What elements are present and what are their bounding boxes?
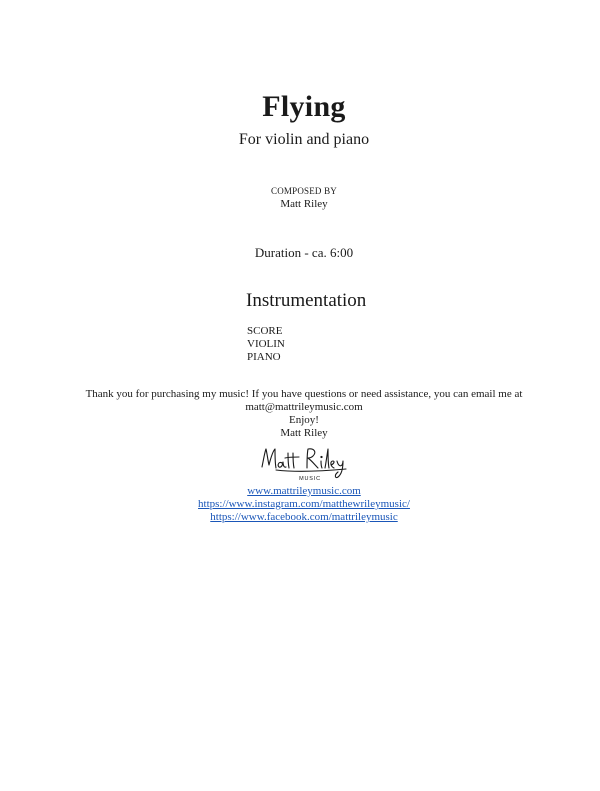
thank-you-message <box>0 388 600 440</box>
message-enjoy: Enjoy! <box>289 414 319 426</box>
website-link[interactable]: www.mattrileymusic.com <box>247 485 361 497</box>
message-email: matt@mattrileymusic.com <box>245 401 363 413</box>
composed-by-label: COMPOSED BY <box>271 186 337 196</box>
duration-text: Duration - ca. 6:00 <box>254 245 354 260</box>
message-signoff: Matt Riley <box>280 427 328 439</box>
composer-name: Matt Riley <box>280 198 328 210</box>
facebook-link[interactable]: https://www.facebook.com/mattrileymusic <box>210 511 398 523</box>
instagram-link[interactable]: https://www.instagram.com/matthewrileymusic/ <box>198 498 410 510</box>
signature-sub-label: MUSIC <box>299 476 321 482</box>
page-title: Flying <box>262 90 346 123</box>
instrument-item-violin: VIOLIN <box>247 338 285 350</box>
message-line: Thank you for purchasing my music! If you have questions or need assistance, you can email me at <box>85 388 523 400</box>
links-section <box>0 485 600 524</box>
instrument-item-score: SCORE <box>247 325 283 337</box>
instrumentation-list <box>247 325 285 364</box>
signature-logo-icon <box>258 443 353 483</box>
page-subtitle: For violin and piano <box>238 131 370 148</box>
instrument-item-piano: PIANO <box>247 351 281 363</box>
instrumentation-heading: Instrumentation <box>246 290 367 311</box>
